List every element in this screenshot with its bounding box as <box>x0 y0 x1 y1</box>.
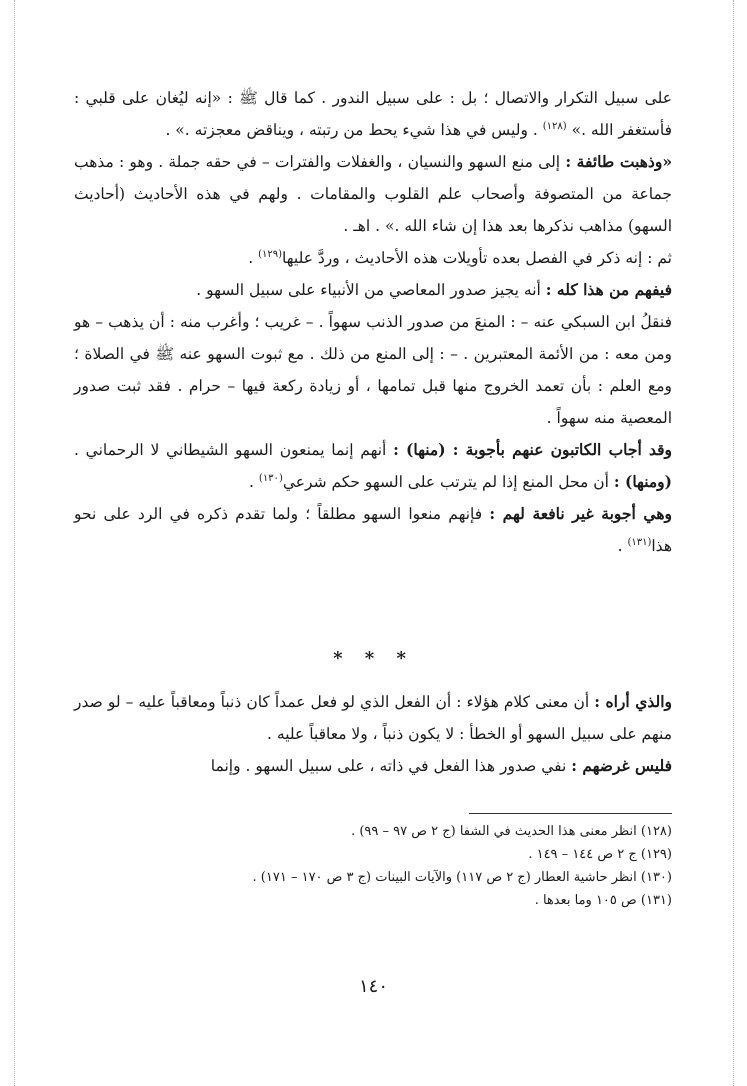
paragraph-text: . <box>249 473 259 491</box>
footnote-ref-130: (١٣٠) <box>258 472 283 484</box>
footnote-131: (١٣١) ص ١٠٥ وما بعدها . <box>534 893 672 908</box>
footnote-divider <box>469 813 672 814</box>
main-text <box>74 82 672 562</box>
right-page-edge <box>733 0 734 1086</box>
footnote-128: (١٢٨) انظر معنى هذا الحديث في الشفا (ج ٢ ص ٩٧ – ٩٩) . <box>351 824 672 839</box>
footnote-129: (١٢٩) ج ٢ ص ١٤٤ – ١٤٩ . <box>528 847 672 862</box>
footnote-ref-129: (١٢٩) <box>258 248 283 260</box>
paragraph-text: ثم : إنه ذكر في الفصل بعده تأويلات هذه الأحاديث ، وردَّ عليها <box>282 249 672 267</box>
footnote-ref-131: (١٣١) <box>627 536 652 548</box>
left-page-edge <box>14 0 15 1086</box>
paragraph-text: على سبيل التكرار والاتصال ؛ بل : على سبيل الندور . كما قال ﷺ : «إنه ليُغان على قلبي : فأستغفر الله .» <box>74 89 672 139</box>
paragraph-text: فنقلُ ابن السبكي عنه – : المنعَ من صدور الذنب سهواً . – غريب ؛ وأغرب منه : أن يذهب – هو ومن معه : من الأئمة المعتبرين . – : إلى المنع من ذلك . مع ثبوت السهو عنه ﷺ في الصلاة ؛ ومع العلم : بأن تعمد الخروج منها قبل تمامها ، أو زيادة ركعة فيها – حرام . فقد ثبت صدور المعصية منه سهواً . <box>74 313 672 427</box>
paragraph-1 <box>74 82 672 146</box>
paragraph-text: إلى منع السهو والنسيان ، والغفلات والفترات – في حقه جملة . وهو : مذهب جماعة من المتصوفة وأصحاب علم القلوب والمقامات . ولهم في هذه الأحاديث (أحاديث السهو) مذاهب نذكرها بعد هذا إن شاء الله .» . اهـ . <box>74 153 672 235</box>
paragraph-6 <box>74 434 672 498</box>
paragraph-text: أنهم إنما يمنعون السهو الشيطاني لا الرحماني . <box>74 441 394 459</box>
bold-lead: فيفهم من هذا كله : <box>545 280 672 299</box>
paragraph-2 <box>74 146 672 242</box>
page-number: ١٤٠ <box>358 976 388 997</box>
bold-lead: «وذهبت طائفة : <box>565 152 673 171</box>
paragraph-text: أن محل المنع إذا لم يترتب على السهو حكم شرعي <box>282 473 614 491</box>
section-separator: * * * <box>333 648 414 669</box>
paragraph-text: فإنهم منعوا السهو مطلقاً ؛ ولما تقدم ذكره في الرد على نحو هذا <box>74 505 672 555</box>
paragraph-8 <box>74 686 672 750</box>
paragraph-text: . <box>617 537 628 555</box>
paragraph-text: أن معنى كلام هؤلاء : أن الفعل الذي لو فعل عمداً كان ذنباً ومعاقباً عليه – لو صدر منهم على سبيل السهو أو الخطأ : لا يكون ذنباً ، ولا معاقباً عليه . <box>74 693 672 743</box>
paragraph-4 <box>74 274 672 306</box>
paragraph-text: . <box>248 249 259 267</box>
paragraph-7 <box>74 498 672 562</box>
paragraph-3 <box>74 242 672 274</box>
bold-lead: والذي أراه : <box>594 692 673 711</box>
paragraph-5 <box>74 306 672 434</box>
bold-lead: وقد أجاب الكاتبون عنهم بأجوبة : (منها) : <box>393 440 672 459</box>
footnote-130: (١٣٠) انظر حاشية العطار (ج ٢ ص ١١٧) والآيات البينات (ج ٣ ص ١٧٠ – ١٧١) . <box>252 870 672 885</box>
footnote-ref-128: (١٢٨) <box>542 120 567 132</box>
paragraph-text: أنه يجيز صدور المعاصي من الأنبياء على سبيل السهو . <box>196 281 546 299</box>
paragraph-text: . وليس في هذا شيء يحط من رتبته ، ويناقض معجزته .» . <box>165 121 543 139</box>
paragraph-text: نفي صدور هذا الفعل في ذاته ، على سبيل السهو . وإنما <box>210 757 572 775</box>
bold-lead: وهي أجوبة غير نافعة لهم : <box>489 504 672 523</box>
footnotes <box>74 820 672 912</box>
paragraph-9 <box>74 750 672 782</box>
bold-lead: فليس غرضهم : <box>571 756 672 775</box>
main-text-continued <box>74 686 672 782</box>
bold-lead: (ومنها) : <box>613 472 672 491</box>
